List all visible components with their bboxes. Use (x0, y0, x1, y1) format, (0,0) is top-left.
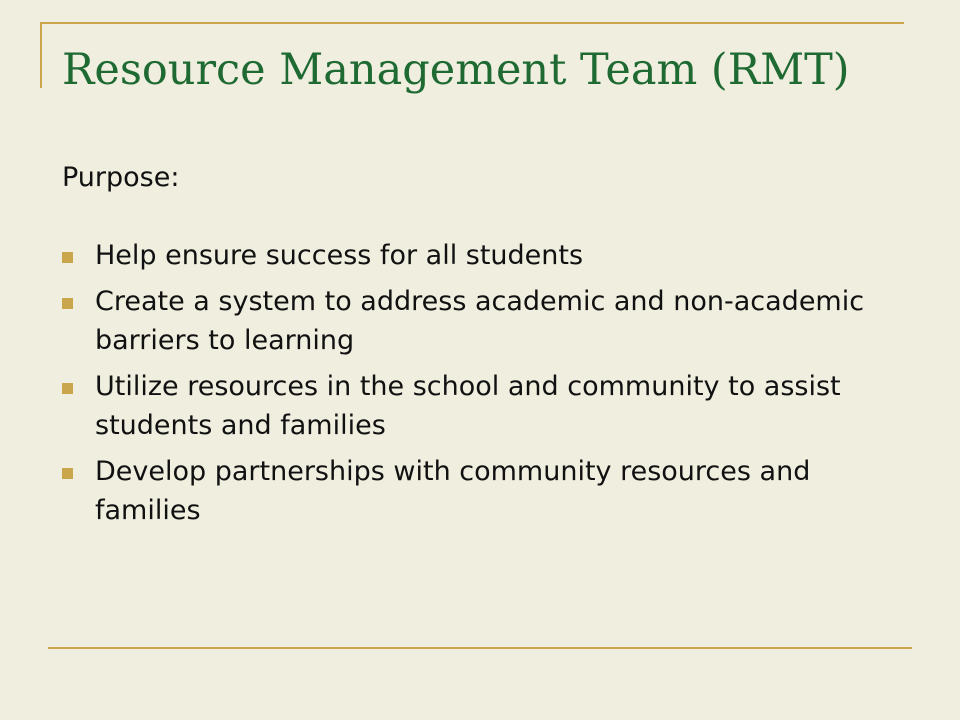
bullet-text: Help ensure success for all students (95, 240, 584, 271)
square-bullet-icon (62, 252, 73, 263)
square-bullet-icon (62, 298, 73, 309)
bullet-item (62, 452, 902, 530)
bottom-rule (48, 647, 912, 649)
left-rule (40, 22, 42, 88)
bullet-text: Utilize resources in the school and community to assist students and families (95, 371, 841, 441)
top-rule (40, 22, 904, 24)
purpose-label: Purpose: (62, 162, 180, 193)
square-bullet-icon (62, 468, 73, 479)
bullet-item (62, 236, 902, 275)
bullet-text: Create a system to address academic and non-academic barriers to learning (95, 286, 865, 356)
bullet-list (62, 236, 902, 537)
slide-title: Resource Management Team (RMT) (62, 45, 850, 95)
square-bullet-icon (62, 383, 73, 394)
bullet-item (62, 367, 902, 445)
bullet-item (62, 282, 902, 360)
bullet-text: Develop partnerships with community resources and families (95, 456, 811, 526)
